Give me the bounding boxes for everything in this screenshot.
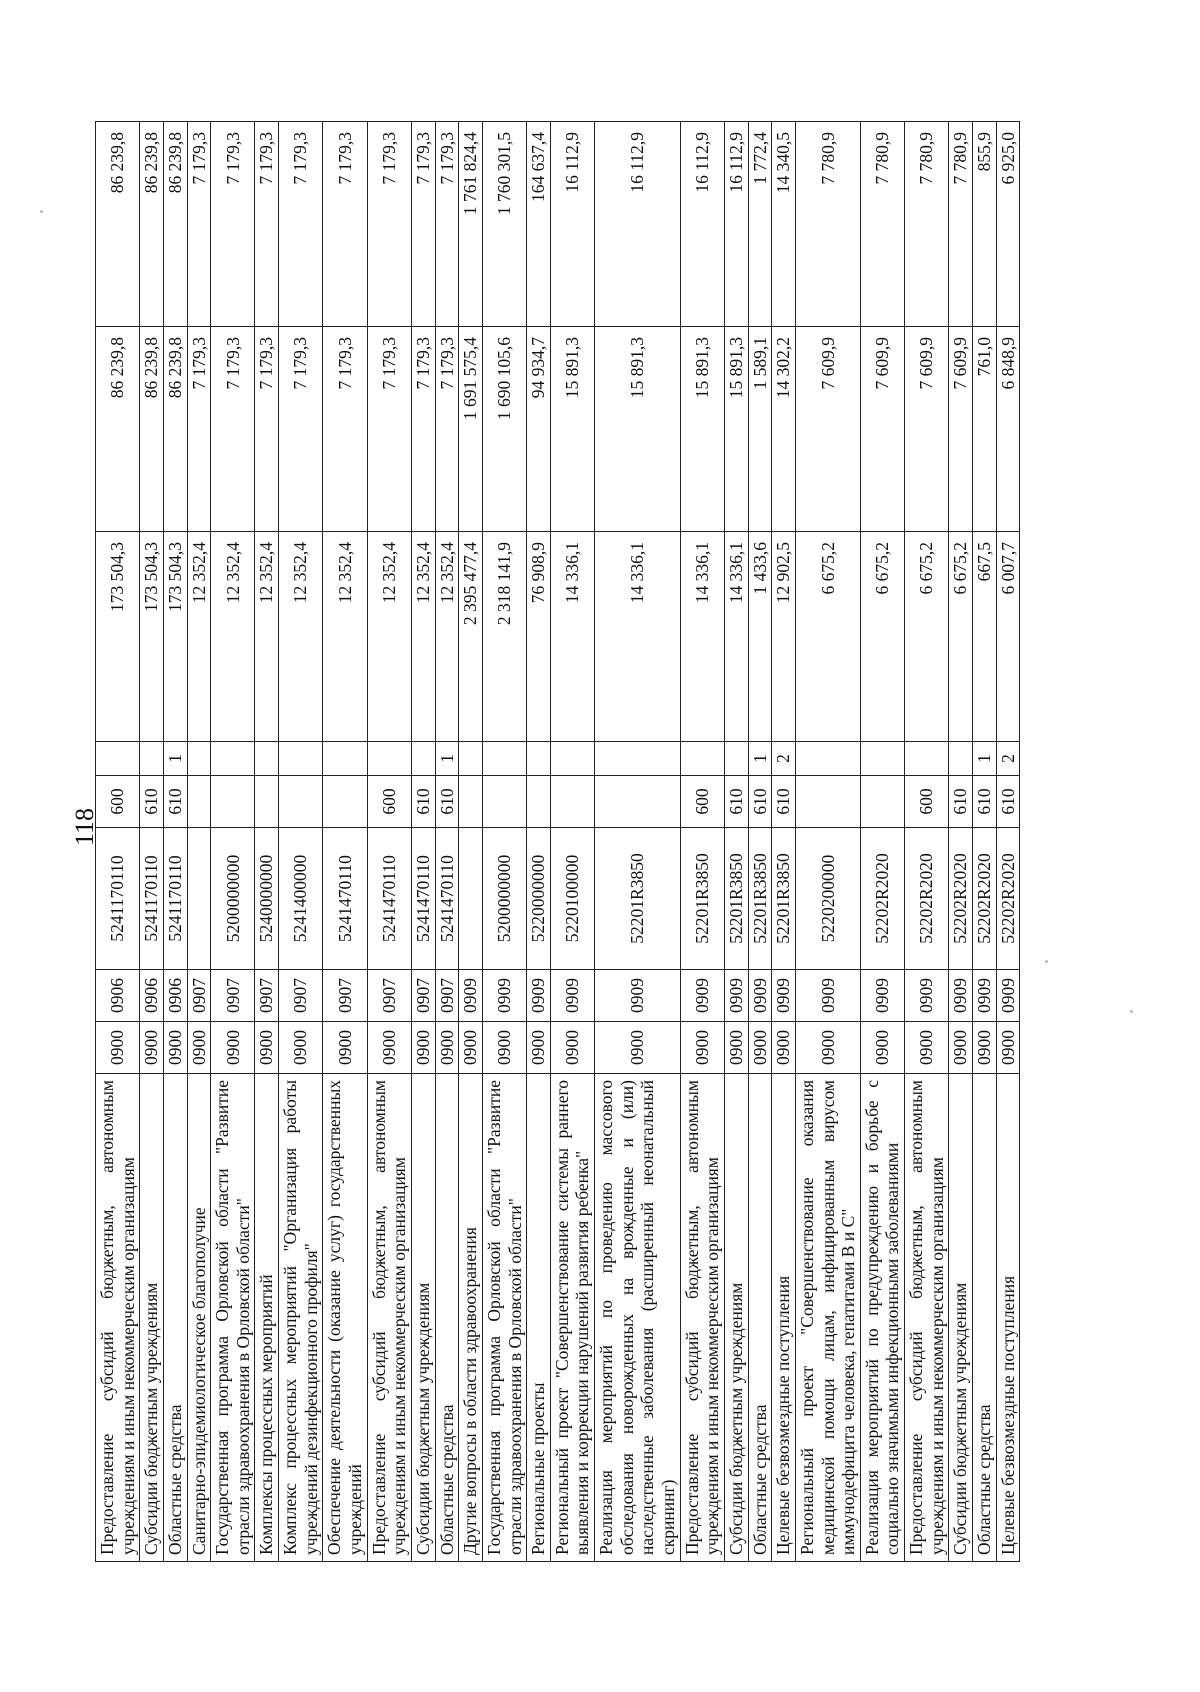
ved-code-cell: 0900	[187, 1022, 211, 1074]
amount-year3-cell: 7 179,3	[411, 122, 435, 327]
ved-code-cell: 0900	[140, 1022, 164, 1074]
row-name-cell: Субсидии бюджетным учреждениям	[140, 1074, 164, 1562]
ved-code-cell: 0900	[996, 1022, 1020, 1074]
expense-type-cell: 610	[724, 776, 748, 828]
target-article-cell: 5200000000	[482, 828, 526, 970]
amount-year1-cell: 6 675,2	[949, 532, 973, 742]
table-row	[411, 122, 435, 1562]
budget-table	[95, 121, 1020, 1562]
source-code-cell: 1	[435, 742, 459, 776]
section-code-cell: 0907	[279, 970, 323, 1022]
section-code-cell: 0909	[550, 970, 594, 1022]
target-article-cell: 52202R2020	[996, 828, 1020, 970]
expense-type-cell: 600	[905, 776, 949, 828]
amount-year3-cell: 7 780,9	[905, 122, 949, 327]
section-code-cell: 0909	[724, 970, 748, 1022]
source-code-cell: 1	[748, 742, 772, 776]
amount-year1-cell: 12 352,4	[411, 532, 435, 742]
source-code-cell	[527, 742, 551, 776]
target-article-cell: 5241470110	[367, 828, 411, 970]
amount-year3-cell: 7 780,9	[949, 122, 973, 327]
source-code-cell	[140, 742, 164, 776]
table-row	[860, 122, 904, 1562]
section-code-cell: 0909	[905, 970, 949, 1022]
section-code-cell: 0909	[748, 970, 772, 1022]
ved-code-cell: 0900	[748, 1022, 772, 1074]
amount-year2-cell: 1 589,1	[748, 327, 772, 532]
source-code-cell	[550, 742, 594, 776]
section-code-cell: 0909	[595, 970, 681, 1022]
amount-year3-cell: 7 780,9	[795, 122, 860, 327]
target-article-cell: 5241170110	[140, 828, 164, 970]
amount-year2-cell: 7 609,9	[795, 327, 860, 532]
amount-year3-cell: 7 179,3	[435, 122, 459, 327]
amount-year3-cell: 16 112,9	[680, 122, 724, 327]
target-article-cell: 52201R3850	[748, 828, 772, 970]
section-code-cell: 0909	[482, 970, 526, 1022]
source-code-cell	[795, 742, 860, 776]
amount-year1-cell: 12 352,4	[435, 532, 459, 742]
section-code-cell: 0907	[435, 970, 459, 1022]
expense-type-cell	[795, 776, 860, 828]
amount-year3-cell: 7 179,3	[323, 122, 367, 327]
target-article-cell	[459, 828, 483, 970]
amount-year2-cell: 6 848,9	[996, 327, 1020, 532]
amount-year2-cell: 7 179,3	[435, 327, 459, 532]
ved-code-cell: 0900	[482, 1022, 526, 1074]
section-code-cell: 0909	[459, 970, 483, 1022]
table-row	[459, 122, 483, 1562]
section-code-cell: 0906	[96, 970, 140, 1022]
source-code-cell: 1	[163, 742, 187, 776]
row-name-cell: Предоставление субсидий бюджетным, автономным учреждениям и иным некоммерческим организациям	[680, 1074, 724, 1562]
source-code-cell	[211, 742, 255, 776]
amount-year1-cell: 1 433,6	[748, 532, 772, 742]
amount-year2-cell: 15 891,3	[724, 327, 748, 532]
target-article-cell: 5241470110	[411, 828, 435, 970]
ved-code-cell: 0900	[860, 1022, 904, 1074]
source-code-cell	[411, 742, 435, 776]
expense-type-cell	[211, 776, 255, 828]
amount-year3-cell: 16 112,9	[724, 122, 748, 327]
amount-year1-cell: 173 504,3	[140, 532, 164, 742]
target-article-cell: 5241170110	[96, 828, 140, 970]
expense-type-cell	[595, 776, 681, 828]
row-name-cell: Региональный проект "Совершенствование системы раннего выявления и коррекции нарушений развития ребенка"	[550, 1074, 594, 1562]
amount-year3-cell: 6 925,0	[996, 122, 1020, 327]
source-code-cell	[595, 742, 681, 776]
expense-type-cell: 610	[140, 776, 164, 828]
ved-code-cell: 0900	[279, 1022, 323, 1074]
target-article-cell: 5220100000	[550, 828, 594, 970]
amount-year1-cell: 12 352,4	[187, 532, 211, 742]
amount-year3-cell: 7 179,3	[255, 122, 279, 327]
source-code-cell	[680, 742, 724, 776]
section-code-cell: 0906	[163, 970, 187, 1022]
amount-year2-cell: 15 891,3	[595, 327, 681, 532]
section-code-cell: 0909	[795, 970, 860, 1022]
expense-type-cell	[550, 776, 594, 828]
row-name-cell: Субсидии бюджетным учреждениям	[949, 1074, 973, 1562]
amount-year3-cell: 86 239,8	[163, 122, 187, 327]
amount-year2-cell: 7 609,9	[905, 327, 949, 532]
amount-year1-cell: 14 336,1	[595, 532, 681, 742]
source-code-cell: 2	[772, 742, 796, 776]
row-name-cell: Государственная программа Орловской области "Развитие отрасли здравоохранения в Орловской области"	[211, 1074, 255, 1562]
ved-code-cell: 0900	[459, 1022, 483, 1074]
expense-type-cell: 610	[411, 776, 435, 828]
amount-year2-cell: 7 179,3	[323, 327, 367, 532]
row-name-cell: Обеспечение деятельности (оказание услуг) государственных учреждений	[323, 1074, 367, 1562]
row-name-cell: Субсидии бюджетным учреждениям	[411, 1074, 435, 1562]
table-row	[595, 122, 681, 1562]
table-row	[187, 122, 211, 1562]
amount-year2-cell: 15 891,3	[550, 327, 594, 532]
amount-year1-cell: 12 352,4	[211, 532, 255, 742]
target-article-cell: 52201R3850	[595, 828, 681, 970]
ved-code-cell: 0900	[972, 1022, 996, 1074]
ved-code-cell: 0900	[905, 1022, 949, 1074]
table-row	[748, 122, 772, 1562]
row-name-cell: Государственная программа Орловской области "Развитие отрасли здравоохранения в Орловской области"	[482, 1074, 526, 1562]
table-row	[550, 122, 594, 1562]
table-row	[996, 122, 1020, 1562]
expense-type-cell: 600	[367, 776, 411, 828]
amount-year1-cell: 76 908,9	[527, 532, 551, 742]
amount-year1-cell: 14 336,1	[680, 532, 724, 742]
amount-year1-cell: 667,5	[972, 532, 996, 742]
amount-year3-cell: 7 780,9	[860, 122, 904, 327]
section-code-cell: 0909	[949, 970, 973, 1022]
ved-code-cell: 0900	[595, 1022, 681, 1074]
source-code-cell	[96, 742, 140, 776]
expense-type-cell: 610	[163, 776, 187, 828]
amount-year1-cell: 6 675,2	[905, 532, 949, 742]
source-code-cell	[482, 742, 526, 776]
row-name-cell: Предоставление субсидий бюджетным, автономным учреждениям и иным некоммерческим организациям	[905, 1074, 949, 1562]
table-row	[482, 122, 526, 1562]
amount-year2-cell: 7 609,9	[949, 327, 973, 532]
amount-year1-cell: 2 395 477,4	[459, 532, 483, 742]
table-row	[435, 122, 459, 1562]
amount-year1-cell: 14 336,1	[724, 532, 748, 742]
section-code-cell: 0909	[996, 970, 1020, 1022]
expense-type-cell	[527, 776, 551, 828]
table-row	[905, 122, 949, 1562]
source-code-cell	[860, 742, 904, 776]
source-code-cell	[255, 742, 279, 776]
amount-year2-cell: 1 691 575,4	[459, 327, 483, 532]
section-code-cell: 0907	[187, 970, 211, 1022]
table-row	[211, 122, 255, 1562]
expense-type-cell: 600	[680, 776, 724, 828]
section-code-cell: 0907	[367, 970, 411, 1022]
expense-type-cell	[187, 776, 211, 828]
source-code-cell	[724, 742, 748, 776]
amount-year3-cell: 164 637,4	[527, 122, 551, 327]
target-article-cell: 52202R2020	[860, 828, 904, 970]
amount-year1-cell: 173 504,3	[163, 532, 187, 742]
amount-year2-cell: 86 239,8	[163, 327, 187, 532]
target-article-cell: 5241470110	[323, 828, 367, 970]
ved-code-cell: 0900	[949, 1022, 973, 1074]
amount-year3-cell: 16 112,9	[595, 122, 681, 327]
target-article-cell: 52201R3850	[724, 828, 748, 970]
expense-type-cell: 610	[972, 776, 996, 828]
scan-speck	[1130, 1010, 1133, 1013]
target-article-cell: 5240000000	[255, 828, 279, 970]
row-name-cell: Целевые безвозмездные поступления	[772, 1074, 796, 1562]
amount-year1-cell: 12 352,4	[279, 532, 323, 742]
amount-year2-cell: 1 690 105,6	[482, 327, 526, 532]
ved-code-cell: 0900	[435, 1022, 459, 1074]
row-name-cell: Областные средства	[972, 1074, 996, 1562]
amount-year3-cell: 86 239,8	[96, 122, 140, 327]
amount-year2-cell: 15 891,3	[680, 327, 724, 532]
rotated-page-content	[95, 122, 1129, 1562]
source-code-cell	[323, 742, 367, 776]
expense-type-cell	[860, 776, 904, 828]
amount-year3-cell: 7 179,3	[211, 122, 255, 327]
section-code-cell: 0909	[772, 970, 796, 1022]
table-row	[795, 122, 860, 1562]
target-article-cell: 52202R2020	[905, 828, 949, 970]
target-article-cell: 5200000000	[211, 828, 255, 970]
amount-year3-cell: 16 112,9	[550, 122, 594, 327]
amount-year3-cell: 14 340,5	[772, 122, 796, 327]
row-name-cell: Областные средства	[748, 1074, 772, 1562]
table-row	[255, 122, 279, 1562]
section-code-cell: 0907	[255, 970, 279, 1022]
section-code-cell: 0909	[972, 970, 996, 1022]
table-row	[772, 122, 796, 1562]
expense-type-cell: 610	[748, 776, 772, 828]
amount-year3-cell: 7 179,3	[187, 122, 211, 327]
target-article-cell: 5241400000	[279, 828, 323, 970]
row-name-cell: Региональные проекты	[527, 1074, 551, 1562]
amount-year3-cell: 1 772,4	[748, 122, 772, 327]
amount-year1-cell: 2 318 141,9	[482, 532, 526, 742]
ved-code-cell: 0900	[527, 1022, 551, 1074]
table-row	[96, 122, 140, 1562]
row-name-cell: Реализация мероприятий по проведению массового обследования новорожденных на врожденные и (или) наследственные заболевания (расширенный неонатальный скрининг)	[595, 1074, 681, 1562]
row-name-cell: Комплекс процессных мероприятий "Организация работы учреждений дезинфекционного профиля"	[279, 1074, 323, 1562]
amount-year3-cell: 7 179,3	[367, 122, 411, 327]
scan-speck	[1045, 960, 1048, 963]
source-code-cell	[187, 742, 211, 776]
amount-year1-cell: 6 675,2	[795, 532, 860, 742]
ved-code-cell: 0900	[550, 1022, 594, 1074]
amount-year1-cell: 12 352,4	[255, 532, 279, 742]
source-code-cell	[905, 742, 949, 776]
amount-year2-cell: 94 934,7	[527, 327, 551, 532]
table-row	[163, 122, 187, 1562]
ved-code-cell: 0900	[255, 1022, 279, 1074]
target-article-cell: 5241470110	[435, 828, 459, 970]
table-row	[323, 122, 367, 1562]
row-name-cell: Областные средства	[163, 1074, 187, 1562]
ved-code-cell: 0900	[163, 1022, 187, 1074]
amount-year1-cell: 6 675,2	[860, 532, 904, 742]
target-article-cell: 5220000000	[527, 828, 551, 970]
row-name-cell: Предоставление субсидий бюджетным, автономным учреждениям и иным некоммерческим организациям	[96, 1074, 140, 1562]
expense-type-cell	[459, 776, 483, 828]
table-row	[949, 122, 973, 1562]
amount-year2-cell: 86 239,8	[140, 327, 164, 532]
section-code-cell: 0909	[860, 970, 904, 1022]
ved-code-cell: 0900	[211, 1022, 255, 1074]
ved-code-cell: 0900	[680, 1022, 724, 1074]
source-code-cell	[949, 742, 973, 776]
expense-type-cell	[279, 776, 323, 828]
amount-year3-cell: 1 761 824,4	[459, 122, 483, 327]
amount-year2-cell: 86 239,8	[96, 327, 140, 532]
row-name-cell: Другие вопросы в области здравоохранения	[459, 1074, 483, 1562]
amount-year2-cell: 7 179,3	[279, 327, 323, 532]
amount-year2-cell: 761,0	[972, 327, 996, 532]
amount-year1-cell: 14 336,1	[550, 532, 594, 742]
amount-year2-cell: 7 609,9	[860, 327, 904, 532]
amount-year3-cell: 1 760 301,5	[482, 122, 526, 327]
expense-type-cell: 610	[772, 776, 796, 828]
ved-code-cell: 0900	[772, 1022, 796, 1074]
source-code-cell	[279, 742, 323, 776]
scan-speck	[40, 210, 43, 213]
amount-year1-cell: 12 352,4	[323, 532, 367, 742]
row-name-cell: Целевые безвозмездные поступления	[996, 1074, 1020, 1562]
section-code-cell: 0909	[527, 970, 551, 1022]
amount-year3-cell: 7 179,3	[279, 122, 323, 327]
source-code-cell: 1	[972, 742, 996, 776]
ved-code-cell: 0900	[367, 1022, 411, 1074]
ved-code-cell: 0900	[724, 1022, 748, 1074]
amount-year2-cell: 14 302,2	[772, 327, 796, 532]
table-body	[96, 122, 1020, 1562]
table-row	[367, 122, 411, 1562]
expense-type-cell	[255, 776, 279, 828]
ved-code-cell: 0900	[411, 1022, 435, 1074]
amount-year3-cell: 86 239,8	[140, 122, 164, 327]
amount-year2-cell: 7 179,3	[187, 327, 211, 532]
row-name-cell: Предоставление субсидий бюджетным, автономным учреждениям и иным некоммерческим организациям	[367, 1074, 411, 1562]
section-code-cell: 0907	[411, 970, 435, 1022]
amount-year3-cell: 855,9	[972, 122, 996, 327]
expense-type-cell: 610	[996, 776, 1020, 828]
target-article-cell: 5220200000	[795, 828, 860, 970]
row-name-cell: Субсидии бюджетным учреждениям	[724, 1074, 748, 1562]
ved-code-cell: 0900	[96, 1022, 140, 1074]
expense-type-cell: 610	[435, 776, 459, 828]
target-article-cell: 52202R2020	[972, 828, 996, 970]
ved-code-cell: 0900	[323, 1022, 367, 1074]
row-name-cell: Областные средства	[435, 1074, 459, 1562]
source-code-cell: 2	[996, 742, 1020, 776]
section-code-cell: 0907	[211, 970, 255, 1022]
target-article-cell: 52201R3850	[680, 828, 724, 970]
row-name-cell: Реализация мероприятий по предупреждению и борьбе с социально значимыми инфекционными заболеваниями	[860, 1074, 904, 1562]
page-number: 118	[70, 807, 99, 847]
amount-year2-cell: 7 179,3	[211, 327, 255, 532]
table-row	[972, 122, 996, 1562]
ved-code-cell: 0900	[795, 1022, 860, 1074]
section-code-cell: 0906	[140, 970, 164, 1022]
target-article-cell: 52202R2020	[949, 828, 973, 970]
section-code-cell: 0907	[323, 970, 367, 1022]
expense-type-cell	[323, 776, 367, 828]
row-name-cell: Региональный проект "Совершенствование оказания медицинской помощи лицам, инфицированным вирусом иммунодефицита человека, гепатитами В и С"	[795, 1074, 860, 1562]
table-row	[140, 122, 164, 1562]
expense-type-cell: 610	[949, 776, 973, 828]
section-code-cell: 0909	[680, 970, 724, 1022]
amount-year1-cell: 12 352,4	[367, 532, 411, 742]
table-row	[724, 122, 748, 1562]
expense-type-cell	[482, 776, 526, 828]
row-name-cell: Комплексы процессных мероприятий	[255, 1074, 279, 1562]
target-article-cell: 5241170110	[163, 828, 187, 970]
row-name-cell: Санитарно-эпидемиологическое благополучие	[187, 1074, 211, 1562]
amount-year2-cell: 7 179,3	[411, 327, 435, 532]
amount-year1-cell: 173 504,3	[96, 532, 140, 742]
amount-year1-cell: 12 902,5	[772, 532, 796, 742]
source-code-cell	[367, 742, 411, 776]
target-article-cell: 52201R3850	[772, 828, 796, 970]
amount-year2-cell: 7 179,3	[367, 327, 411, 532]
source-code-cell	[459, 742, 483, 776]
expense-type-cell: 600	[96, 776, 140, 828]
target-article-cell	[187, 828, 211, 970]
amount-year2-cell: 7 179,3	[255, 327, 279, 532]
table-row	[279, 122, 323, 1562]
table-row	[527, 122, 551, 1562]
table-row	[680, 122, 724, 1562]
amount-year1-cell: 6 007,7	[996, 532, 1020, 742]
